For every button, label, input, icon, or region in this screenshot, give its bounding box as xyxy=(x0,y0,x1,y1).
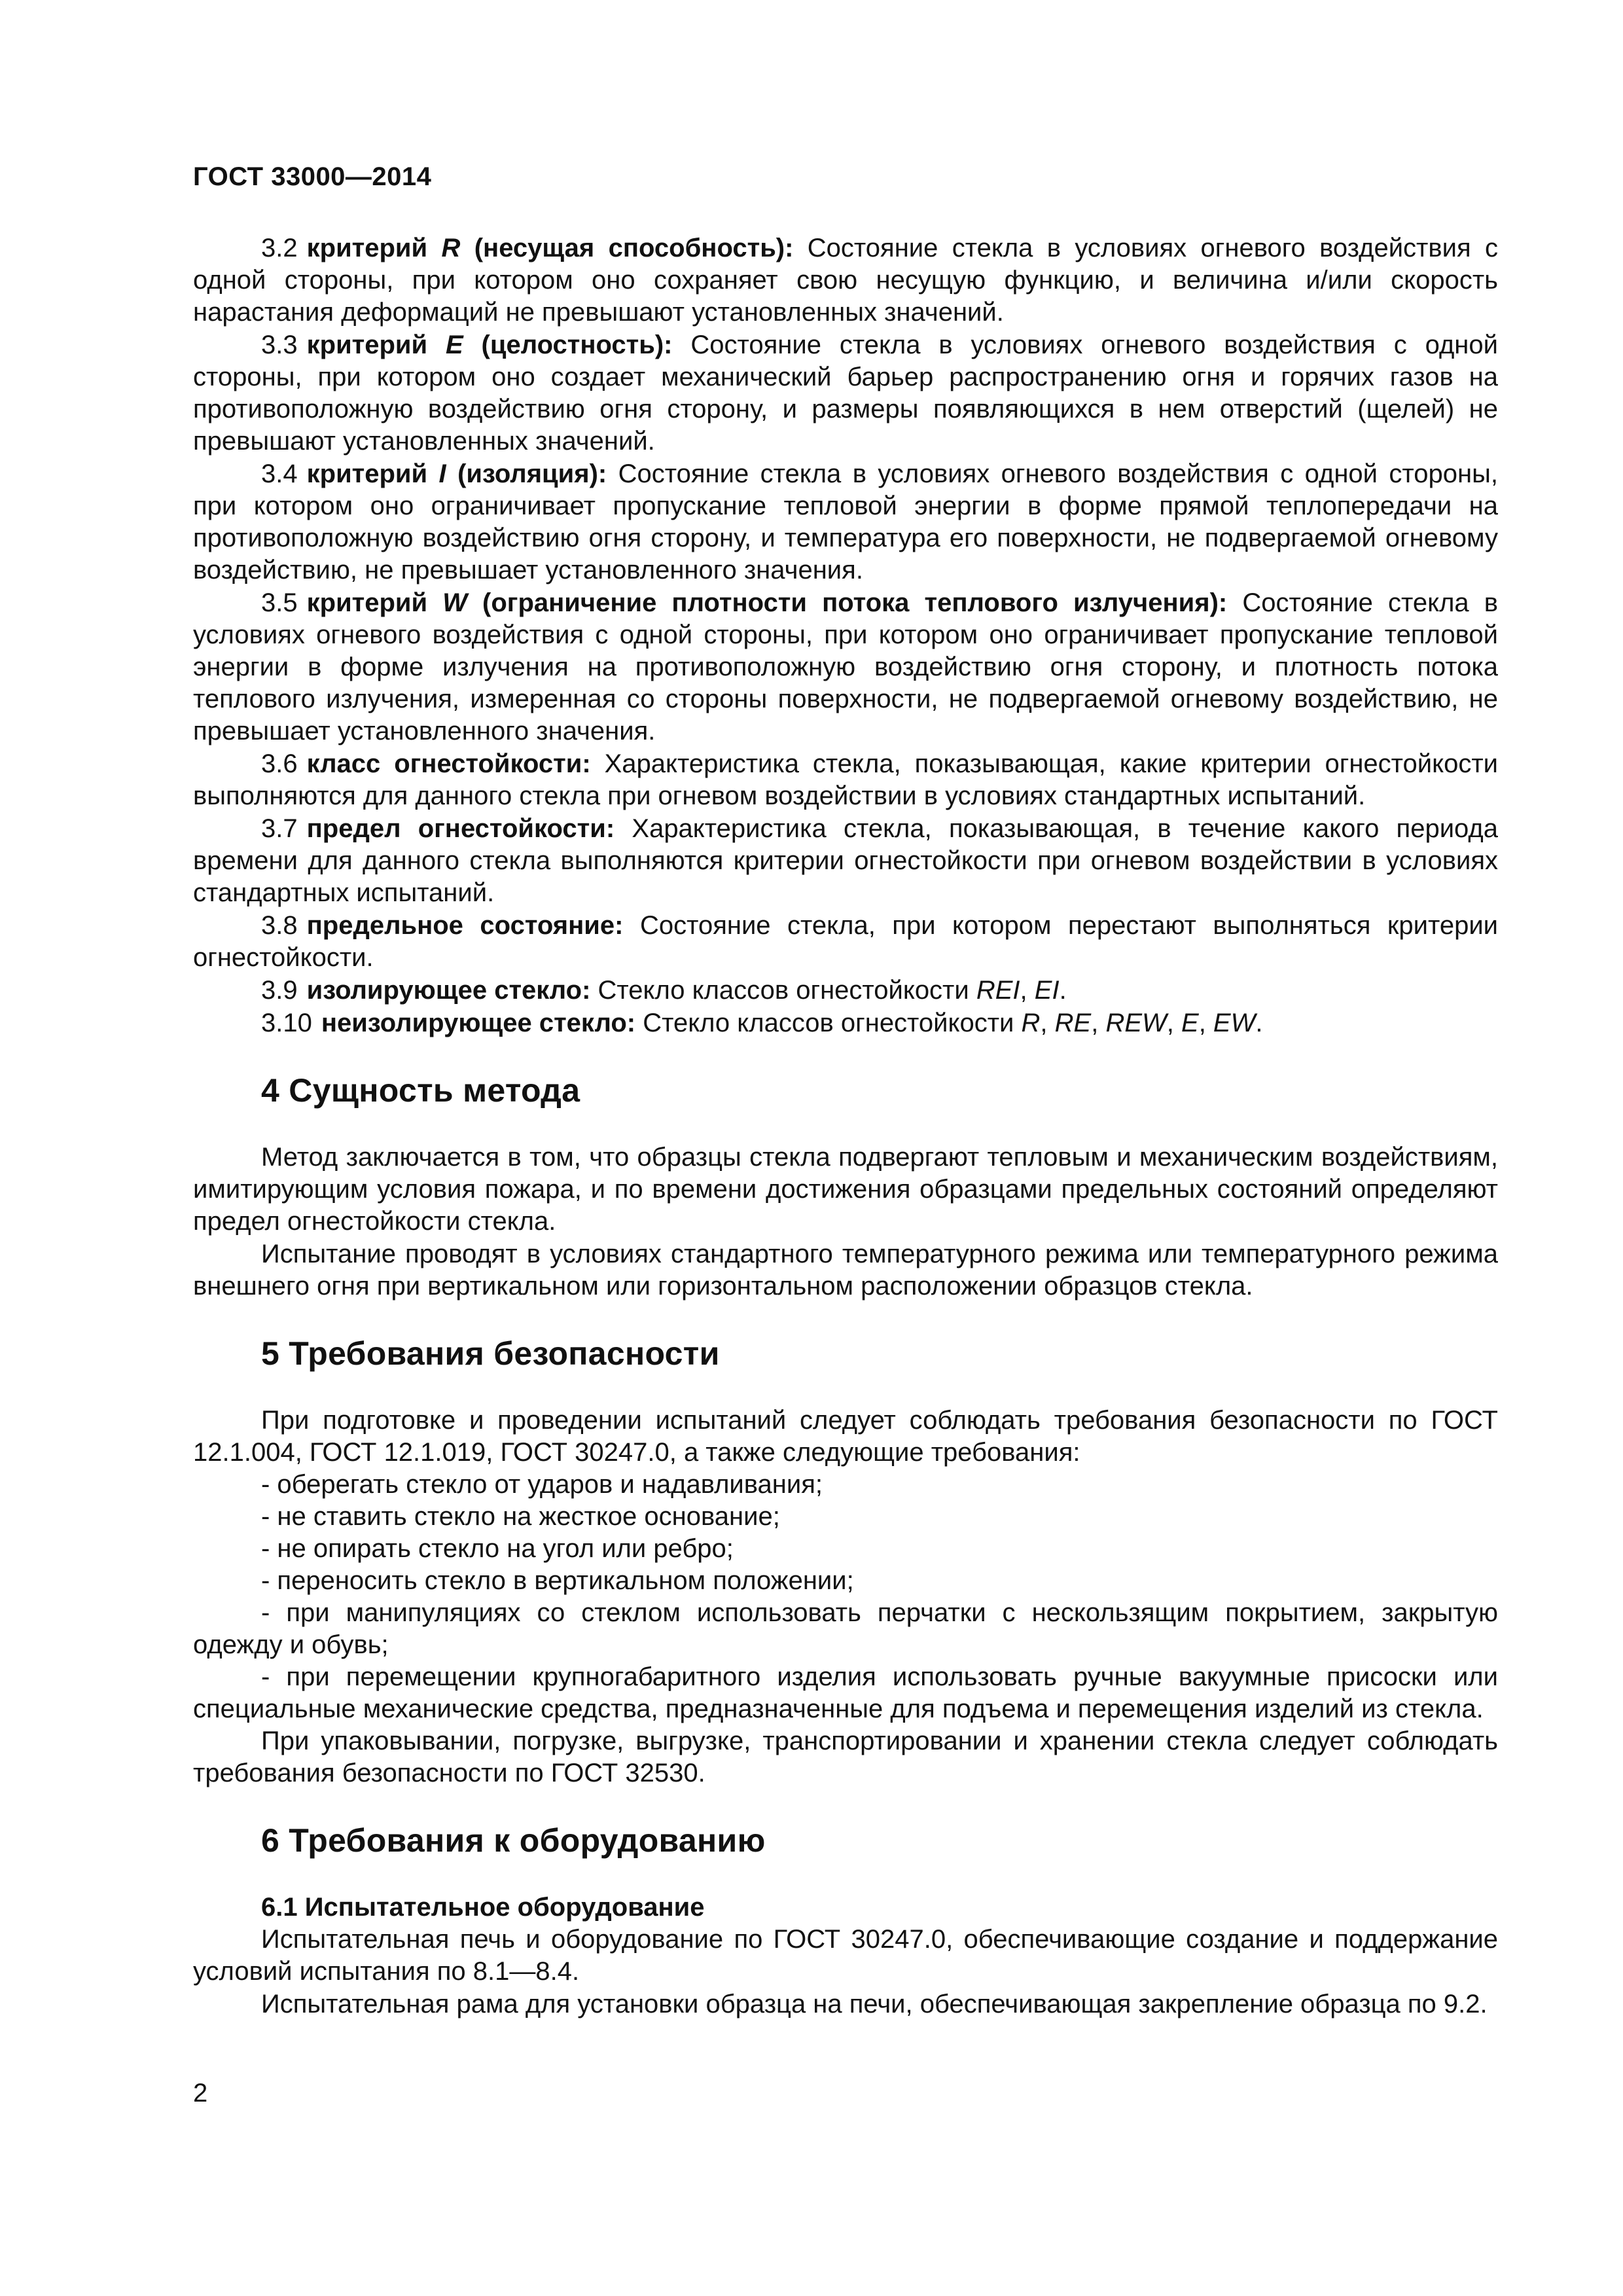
section-6-heading: 6 Требования к оборудованию xyxy=(261,1822,766,1859)
safety-list-item: - оберегать стекло от ударов и надавливания; xyxy=(261,1470,823,1499)
term-3-6: 3.6 класс огнестойкости: Характеристика стекла, показывающая, какие критерии огнестойкости выполняются для данного стекла при огневом воздействии в условиях стандартных испытаний. xyxy=(193,749,1498,810)
section-4-paragraph-1: Метод заключается в том, что образцы стекла подвергают тепловым и механическим воздействиям, имитирующим условия пожара, и по времени достижения образцами предельных состояний определяют предел огнестойкости стекла. xyxy=(193,1143,1498,1236)
term-3-9: 3.9 изолирующее стекло: Стекло классов огнестойкости REI, EI. xyxy=(261,976,1067,1005)
term-3-4: 3.4 критерий I (изоляция): Состояние стекла в условиях огневого воздействия с одной стороны, при котором оно ограничивает пропускание тепловой энергии в форме прямой теплопередачи на противоположную воздействию огня сторону, и температура его поверхности, не подвергаемой огневому воздействию, не превышает установленного значения. xyxy=(193,459,1498,584)
safety-list-item: - не ставить стекло на жесткое основание; xyxy=(261,1502,780,1531)
section-4-heading: 4 Сущность метода xyxy=(261,1072,580,1109)
document-body xyxy=(193,232,1498,2020)
term-3-7: 3.7 предел огнестойкости: Характеристика стекла, показывающая, в течение какого периода времени для данного стекла выполняются критерии огнестойкости при огневом воздействии в условиях стандартных испытаний. xyxy=(193,814,1498,907)
term-3-2: 3.2 критерий R (несущая способность): Состояние стекла в условиях огневого воздействия с одной стороны, при котором оно сохраняет свою несущую функцию, и величина и/или скорость нарастания деформаций не превышают установленных значений. xyxy=(193,234,1498,327)
subsection-6-1-heading: 6.1 Испытательное оборудование xyxy=(261,1893,705,1922)
section-5-heading: 5 Требования безопасности xyxy=(261,1335,720,1372)
safety-list-item: - при перемещении крупногабаритного изделия использовать ручные вакуумные присоски или специальные механические средства, предназначенные для подъема и перемещения изделий из стекла. xyxy=(193,1662,1498,1723)
page-number: 2 xyxy=(193,2079,208,2108)
section-4-paragraph-2: Испытание проводят в условиях стандартного температурного режима или температурного режима внешнего огня при вертикальном или горизонтальном расположении образцов стекла. xyxy=(193,1240,1498,1300)
safety-list-item: - при манипуляциях со стеклом использовать перчатки с нескользящим покрытием, закрытую одежду и обувь; xyxy=(193,1598,1498,1659)
section-5-outro: При упаковывании, погрузке, выгрузке, транспортировании и хранении стекла следует соблюдать требования безопасности по ГОСТ 32530. xyxy=(193,1727,1498,1787)
document-code-header: ГОСТ 33000—2014 xyxy=(193,162,432,191)
section-6-1-paragraph-1: Испытательная печь и оборудование по ГОСТ 30247.0, обеспечивающие создание и поддержание условий испытания по 8.1—8.4. xyxy=(193,1925,1498,1986)
term-3-3: 3.3 критерий E (целостность): Состояние стекла в условиях огневого воздействия с одной стороны, при котором оно создает механический барьер распространению огня и горячих газов на противоположную воздействию огня сторону, и размеры появляющихся в нем отверстий (щелей) не превышают установленных значений. xyxy=(193,331,1498,456)
section-5-intro: При подготовке и проведении испытаний следует соблюдать требования безопасности по ГОСТ 12.1.004, ГОСТ 12.1.019, ГОСТ 30247.0, а также следующие требования: xyxy=(193,1406,1498,1467)
term-3-8: 3.8 предельное состояние: Состояние стекла, при котором перестают выполняться критерии огнестойкости. xyxy=(193,911,1499,972)
term-3-10: 3.10 неизолирующее стекло: Стекло классов огнестойкости R, RE, REW, E, EW. xyxy=(261,1009,1263,1037)
section-6-1-paragraph-2: Испытательная рама для установки образца на печи, обеспечивающая закрепление образца по 9.2. xyxy=(261,1990,1488,2018)
safety-list-item: - не опирать стекло на угол или ребро; xyxy=(261,1534,734,1563)
term-3-5: 3.5 критерий W (ограничение плотности потока теплового излучения): Состояние стекла в условиях огневого воздействия с одной стороны, при котором оно ограничивает пропускание тепловой энергии в форме излучения на противоположную воздействию огня сторону, и плотность потока теплового излучения, измеренная со стороны поверхности, не подвергаемой огневому воздействию, не превышает установленного значения. xyxy=(193,588,1498,745)
safety-list-item: - переносить стекло в вертикальном положении; xyxy=(261,1566,854,1595)
